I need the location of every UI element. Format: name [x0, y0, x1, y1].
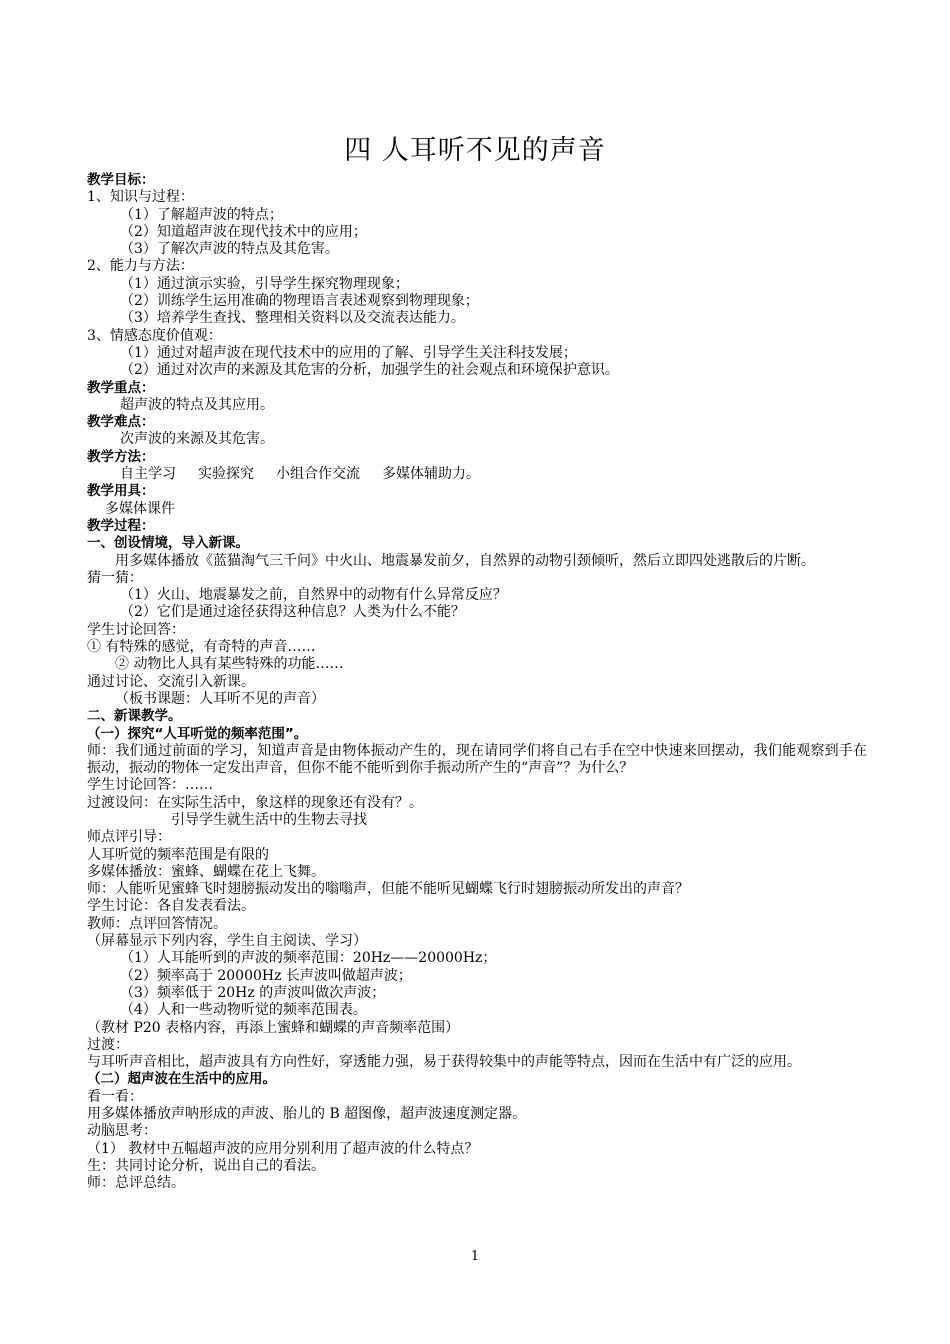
- media-text: 用多媒体播放声呐形成的声波、胎儿的 B 超图像，超声波速度测定器。: [87, 1106, 527, 1123]
- methods-heading: 教学方法：: [87, 448, 155, 465]
- think-question: （1） 教材中五幅超声波的应用分别利用了超声波的什么特点？: [87, 1140, 479, 1157]
- comment-heading: 师点评引导：: [87, 829, 171, 846]
- media-text: 多媒体播放：蜜蜂、蝴蝶在花上飞舞。: [87, 863, 325, 880]
- frequency-item: （2）频率高于 20000Hz 长声波叫做超声波；: [120, 967, 412, 984]
- transition-paragraph: 与耳听声音相比，超声波具有方向性好，穿透能力强，易于获得较集中的声能等特点，因而在生活中有广泛的应用。: [87, 1054, 801, 1071]
- page-number: 1: [470, 1249, 480, 1264]
- transition-question: 过渡设问：在实际生活中，象这样的现象还有没有？。: [87, 794, 423, 811]
- teacher-question: 师：人能听见蜜蜂飞时翅膀振动发出的嗡嗡声，但能不能听见蝴蝶飞行时翅膀振动所发出的声音？: [87, 881, 689, 898]
- process-heading: 教学过程：: [87, 517, 155, 534]
- think-heading: 动脑思考：: [87, 1123, 157, 1140]
- emotion-item: （2）通过对次声的来源及其危害的分析，加强学生的社会观点和环境保护意识。: [120, 362, 619, 379]
- emotion-heading: 3、情感态度价值观：: [87, 327, 222, 344]
- section1-heading: 一、创设情境，导入新课。: [87, 535, 249, 552]
- method-item: 多媒体辅助力。: [382, 466, 480, 483]
- look-heading: 看一看：: [87, 1088, 143, 1105]
- difficulty-heading: 教学难点：: [87, 414, 155, 431]
- section1-intro: 用多媒体播放《蓝猫淘气三千问》中火山、地震暴发前夕，自然界的动物引颈倾听，然后立即四处逃散后的片断。: [115, 552, 815, 569]
- transition-text: 通过讨论、交流引入新课。: [87, 673, 255, 690]
- difficulty-text: 次声波的来源及其危害。: [120, 431, 274, 448]
- key-point-text: 超声波的特点及其应用。: [120, 396, 274, 413]
- section2-heading: 二、新课教学。: [87, 708, 182, 725]
- ability-item: （1）通过演示实验，引导学生探究物理现象；: [120, 275, 409, 292]
- answer-item: ② 动物比人具有某些特殊的功能……: [115, 656, 344, 673]
- document-body: [87, 172, 867, 1193]
- teacher-speech: 师：我们通过前面的学习，知道声音是由物体振动产生的，现在请同学们将自己右手在空中快速来回摆动，我们能观察到手在振动，振动的物体一定发出声音，但你不能不能听到你手振动所产生的“声音”？为什么？: [87, 742, 867, 777]
- methods-list: [87, 466, 867, 483]
- knowledge-item: （2）知道超声波在现代技术中的应用；: [120, 223, 367, 240]
- key-point-heading: 教学重点：: [87, 379, 155, 396]
- screen-note: （屏幕显示下列内容，学生自主阅读、学习）: [87, 933, 367, 950]
- range-text: 人耳听觉的频率范围是有限的: [87, 846, 269, 863]
- tools-text: 多媒体课件: [105, 500, 175, 517]
- ability-item: （3）培养学生查找、整理相关资料以及交流表达能力。: [120, 310, 465, 327]
- board-title: （板书课题：人耳听不见的声音）: [115, 690, 325, 707]
- knowledge-heading: 1、知识与过程：: [87, 189, 194, 206]
- teacher-comment: 教师：点评回答情况。: [87, 915, 227, 932]
- tools-heading: 教学用具：: [87, 483, 155, 500]
- method-item: 小组合作交流: [276, 466, 360, 483]
- frequency-item: （1）人耳能听到的声波的频率范围：20Hz——20000Hz；: [120, 950, 497, 967]
- guess-heading: 猜一猜：: [87, 569, 143, 586]
- ability-item: （2）训练学生运用准确的物理语言表述观察到物理现象；: [120, 293, 479, 310]
- student-response: 生：共同讨论分析，说出自己的看法。: [87, 1157, 325, 1174]
- teacher-summary: 师：总评总结。: [87, 1175, 185, 1192]
- method-item: 自主学习: [120, 466, 176, 483]
- guess-item: （2）它们是通过途径获得这种信息？人类为什么不能？: [120, 604, 465, 621]
- discuss-answer: 学生讨论回答：……: [87, 777, 213, 794]
- frequency-item: （4）人和一些动物听觉的频率范围表。: [120, 1002, 367, 1019]
- part2-heading: （二）超声波在生活中的应用。: [87, 1071, 276, 1088]
- textbook-note: （教材 P20 表格内容，再添上蜜蜂和蝴蝶的声音频率范围）: [87, 1019, 460, 1036]
- ability-heading: 2、能力与方法：: [87, 258, 194, 275]
- part1-heading: （一）探究“人耳听觉的频率范围”。: [87, 725, 308, 742]
- goals-heading: 教学目标：: [87, 172, 155, 188]
- discuss-heading: 学生讨论回答：: [87, 621, 185, 638]
- guess-item: （1）火山、地震暴发之前，自然界中的动物有什么异常反应？: [120, 587, 507, 604]
- transition-heading: 过渡：: [87, 1036, 129, 1053]
- emotion-item: （1）通过对超声波在现代技术中的应用的了解、引导学生关注科技发展；: [120, 344, 577, 361]
- frequency-item: （3）频率低于 20Hz 的声波叫做次声波；: [120, 984, 386, 1001]
- guide-text: 引导学生就生活中的生物去寻找: [171, 811, 367, 828]
- student-discussion: 学生讨论：各自发表看法。: [87, 898, 255, 915]
- page-title: 四 人耳听不见的声音: [344, 135, 606, 166]
- knowledge-item: （1）了解超声波的特点；: [120, 206, 283, 223]
- knowledge-item: （3）了解次声波的特点及其危害。: [120, 241, 339, 258]
- answer-item: ① 有特殊的感觉，有奇特的声音……: [87, 639, 316, 656]
- method-item: 实验探究: [198, 466, 254, 483]
